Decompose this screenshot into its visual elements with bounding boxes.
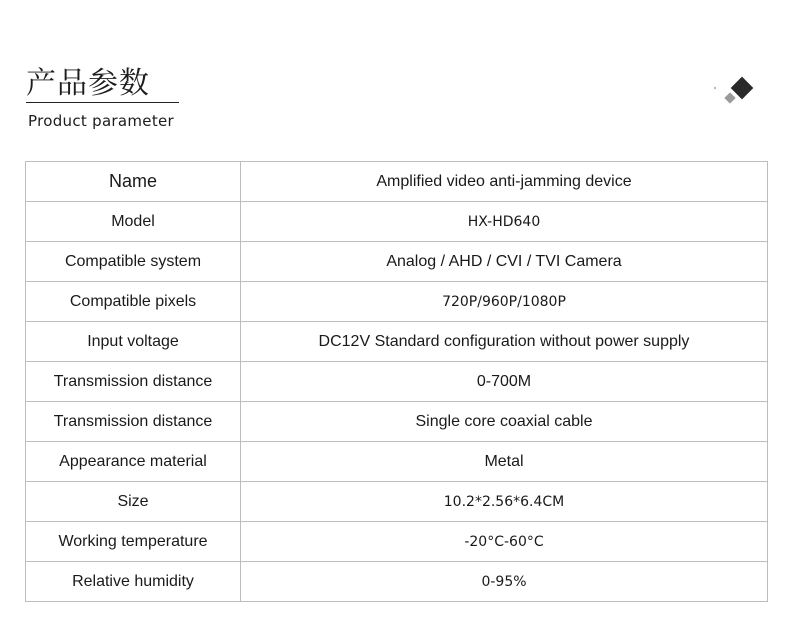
table-row [26, 562, 768, 602]
table-row [26, 242, 768, 282]
page-subtitle: Product parameter [28, 112, 175, 130]
spec-label: Size [26, 482, 241, 522]
spec-label: Transmission distance [26, 362, 241, 402]
spec-value: 10.2*2.56*6.4CM [241, 482, 768, 522]
spec-label: Compatible system [26, 242, 241, 282]
page-title: 产品参数 [26, 66, 150, 101]
table-row [26, 482, 768, 522]
spec-table [25, 161, 768, 602]
spec-value: Amplified video anti-jamming device [241, 162, 768, 202]
spec-label: Compatible pixels [26, 282, 241, 322]
table-row [26, 322, 768, 362]
spec-value: -20°C-60°C [241, 522, 768, 562]
table-row [26, 402, 768, 442]
table-row [26, 362, 768, 402]
spec-label: Transmission distance [26, 402, 241, 442]
spec-value: HX-HD640 [241, 202, 768, 242]
table-row [26, 442, 768, 482]
spec-label: Input voltage [26, 322, 241, 362]
spec-label: Appearance material [26, 442, 241, 482]
table-row [26, 162, 768, 202]
spec-value: Metal [241, 442, 768, 482]
spec-value: Analog / AHD / CVI / TVI Camera [241, 242, 768, 282]
title-underline [26, 102, 179, 103]
table-row [26, 202, 768, 242]
spec-label: Relative humidity [26, 562, 241, 602]
spec-label: Name [26, 162, 241, 202]
table-row [26, 282, 768, 322]
spec-value: 720P/960P/1080P [241, 282, 768, 322]
spec-label: Working temperature [26, 522, 241, 562]
diamond-icon [710, 72, 760, 112]
table-row [26, 522, 768, 562]
spec-label: Model [26, 202, 241, 242]
spec-value: 0-700M [241, 362, 768, 402]
spec-value: Single core coaxial cable [241, 402, 768, 442]
spec-value: 0-95% [241, 562, 768, 602]
spec-value: DC12V Standard configuration without power supply [241, 322, 768, 362]
